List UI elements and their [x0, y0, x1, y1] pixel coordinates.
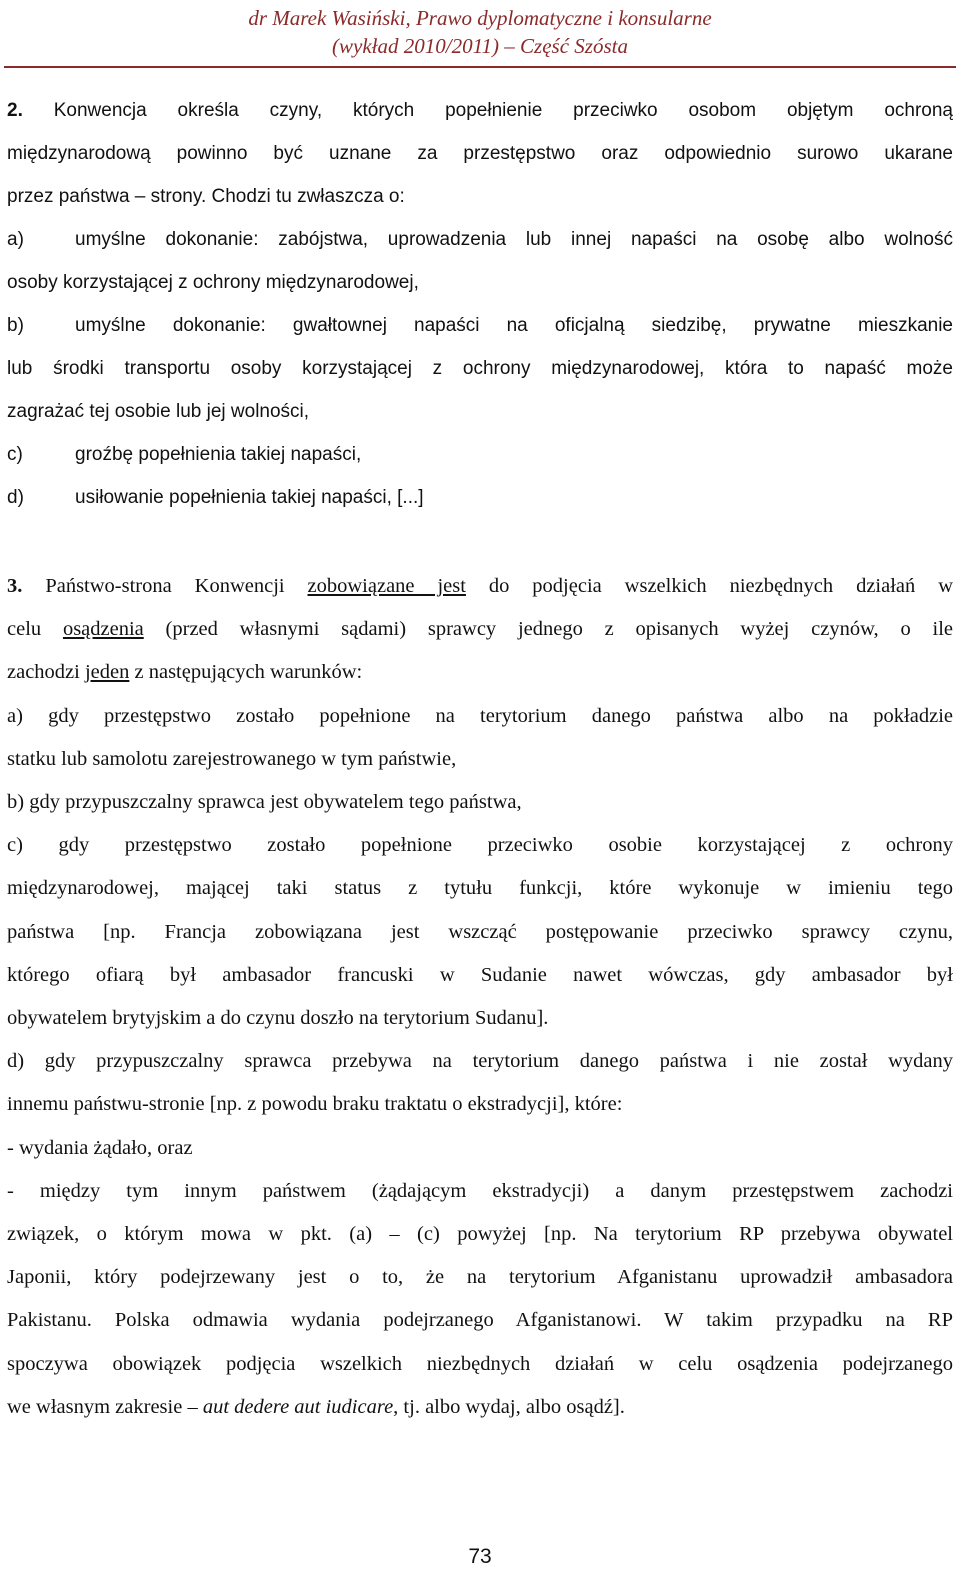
paragraph-line: międzynarodową powinno być uznane za przestępstwo oraz odpowiednio surowo ukarane — [7, 143, 953, 164]
header-line-2: (wykład 2010/2011) – Część Szósta — [332, 34, 628, 58]
text: Państwo-strona Konwencji — [45, 575, 308, 597]
list-marker: b) — [7, 315, 24, 336]
paragraph-line: przez państwa – strony. Chodzi tu zwłaszcza o: — [7, 186, 405, 207]
section-number: 2. — [7, 100, 23, 121]
paragraph-line: b) gdy przypuszczalny sprawca jest obywatelem tego państwa, — [7, 791, 522, 814]
paragraph-line: a) gdy przestępstwo zostało popełnione na terytorium danego państwa albo na pokładzie — [7, 704, 953, 727]
text: Konwencja określa czyny, których popełnienie przeciwko osobom objętym ochroną — [53, 100, 953, 121]
text: umyślne dokonanie: gwałtownej napaści na oficjalną siedzibę, prywatne mieszkanie — [75, 315, 953, 336]
paragraph-line: Japonii, który podejrzewany jest o to, że na terytorium Afganistanu uprowadził ambasadora — [7, 1266, 953, 1289]
list-item-b — [7, 304, 953, 347]
text: do podjęcia wszelkich niezbędnych działań w — [465, 575, 953, 597]
underlined-text: jeden — [84, 661, 130, 684]
list-marker: c) — [7, 444, 23, 465]
paragraph-line: d) gdy przypuszczalny sprawca przebywa na terytorium danego państwa i nie został wydany — [7, 1050, 953, 1073]
paragraph-line: którego ofiarą był ambasador francuski w Sudanie nawet wówczas, gdy ambasador był — [7, 963, 953, 986]
paragraph-line: spoczywa obowiązek podjęcia wszelkich niezbędnych działań w celu osądzenia podejrzanego — [7, 1352, 953, 1375]
paragraph-line: międzynarodowej, mającej taki status z tytułu funkcji, które wykonuje w imieniu tego — [7, 877, 953, 900]
text: groźbę popełnienia takiej napaści, — [75, 444, 362, 465]
paragraph-line: osoby korzystającej z ochrony międzynarodowej, — [7, 272, 419, 293]
text: (przed własnymi sądami) sprawcy jednego z opisanych wyżej czynów, o ile — [143, 618, 953, 641]
paragraph-line: Pakistanu. Polska odmawia wydania podejrzanego Afganistanowi. W takim przypadku na RP — [7, 1309, 953, 1332]
paragraph-line: - wydania żądało, oraz — [7, 1136, 193, 1159]
paragraph-line — [7, 1386, 953, 1429]
text: celu — [7, 618, 63, 641]
paragraph-line — [7, 89, 953, 132]
paragraph-line — [7, 651, 953, 694]
paragraph-line: związek, o którym mowa w pkt. (a) – (c) powyżej [np. Na terytorium RP przebywa obywatel — [7, 1223, 953, 1246]
section-3 — [7, 565, 953, 1429]
underlined-text: osądzenia — [62, 618, 144, 641]
text: umyślne dokonanie: zabójstwa, uprowadzenia lub innej napaści na osobę albo wolność — [75, 229, 953, 250]
paragraph-line: obywatelem brytyjskim a do czynu doszło na terytorium Sudanu]. — [7, 1007, 549, 1030]
text: we własnym zakresie – — [7, 1395, 203, 1418]
text: , tj. albo wydaj, albo osądź]. — [393, 1395, 625, 1418]
paragraph-line: - między tym innym państwem (żądającym ekstradycji) a danym przestępstwem zachodzi — [7, 1179, 953, 1202]
page-number: 73 — [468, 1545, 492, 1568]
list-item-a — [7, 218, 953, 261]
paragraph-line: zagrażać tej osobie lub jej wolności, — [7, 401, 310, 422]
list-item-c — [7, 433, 953, 476]
italic-text: aut dedere aut iudicare — [202, 1395, 394, 1418]
underlined-text: zobowiązane jest — [307, 575, 466, 597]
paragraph-line: lub środki transportu osoby korzystającej z ochrony międzynarodowej, która to napaść może — [7, 358, 953, 379]
page-header — [0, 4, 960, 60]
text: usiłowanie popełnienia takiej napaści, [...] — [75, 487, 424, 508]
header-rule — [4, 66, 956, 68]
paragraph-line — [7, 565, 953, 608]
paragraph-line: statku lub samolotu zarejestrowanego w tym państwie, — [7, 747, 457, 770]
header-line-1: dr Marek Wasiński, Prawo dyplomatyczne i konsularne — [248, 6, 712, 30]
paragraph-line: innemu państwu-stronie [np. z powodu braku traktatu o ekstradycji], które: — [7, 1093, 623, 1116]
paragraph-line — [7, 608, 953, 651]
list-marker: d) — [7, 487, 24, 508]
list-item-d — [7, 476, 953, 519]
section-number: 3. — [7, 575, 23, 597]
text: zachodzi — [7, 661, 85, 684]
paragraph-line: c) gdy przestępstwo zostało popełnione przeciwko osobie korzystającej z ochrony — [7, 834, 953, 857]
list-marker: a) — [7, 229, 24, 250]
text: z następujących warunków: — [129, 661, 363, 684]
paragraph-line: państwa [np. Francja zobowiązana jest wszcząć postępowanie przeciwko sprawcy czynu, — [7, 920, 953, 943]
section-2 — [7, 89, 953, 519]
